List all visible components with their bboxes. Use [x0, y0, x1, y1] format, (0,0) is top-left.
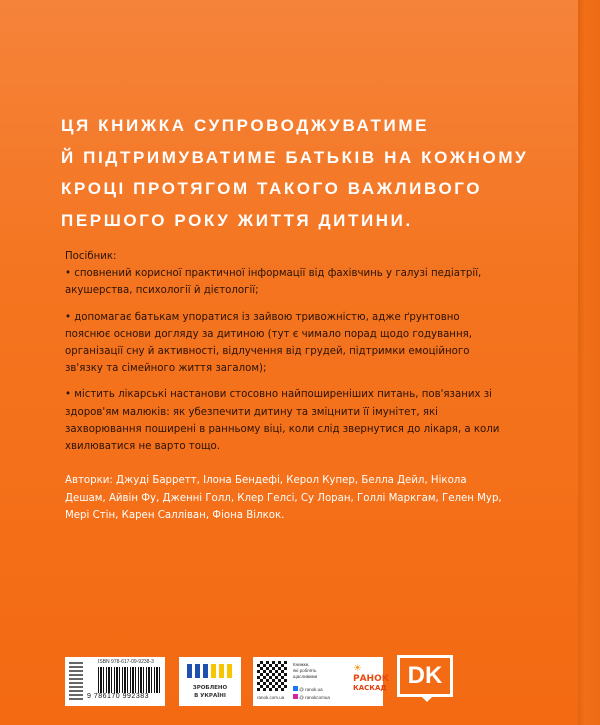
book-spine: [578, 0, 600, 725]
headline-line: КРОЦІ ПРОТЯГОМ ТАКОГО ВАЖЛИВОГО: [61, 179, 483, 198]
dk-logo: DK: [397, 655, 453, 697]
barcode-number: 9 786170 992383: [87, 693, 149, 700]
ranok-logo-text: РАНОК: [353, 674, 390, 684]
slogan: які роблять: [293, 668, 317, 673]
barcode-label: [65, 657, 165, 706]
description: [65, 248, 505, 464]
facebook-text: @ ranok.ua: [299, 687, 323, 692]
instagram-handle: [293, 694, 330, 700]
instagram-text: @ ranokcomua: [299, 695, 330, 700]
made-in-text: ЗРОБЛЕНО: [192, 685, 228, 691]
bullet: • сповнений корисної практичної інформації від фахівчинь у галузі педіатрії, акушерства, психології й дієтології;: [65, 268, 482, 297]
bullet: • допомагає батькам упоратися із зайвою тривожністю, адже ґрунтовно пояснює основи догляду за дитиною (тут є чимало порад щодо годування, організації сну й активності, відлучення від грудей, підтримки емоційного зв'язку та сімейного життя загалом);: [65, 311, 472, 375]
headline-line: Й ПІДТРИМУВАТИМЕ БАТЬКІВ НА КОЖНОМУ: [61, 147, 529, 167]
authors: Авторки: Джуді Барретт, Ілона Бендефі, Керол Купер, Белла Дейл, Нікола Дешам, Айвін Фу, Дженні Голл, Клер Гелсі, Су Лоран, Голлі Маркгам, Гелен Мур, Мері Стін, Карен Салліван, Фіона Вілкок.: [65, 475, 502, 521]
intro: Посібник:: [65, 251, 117, 262]
made-in-ukraine-label: [179, 657, 241, 706]
facebook-handle: [293, 686, 323, 692]
instagram-icon: [293, 694, 298, 699]
flag-stripes-icon: [187, 664, 232, 678]
headline-line: ПЕРШОГО РОКУ ЖИТТЯ ДИТИНИ.: [61, 210, 413, 230]
site: ranok.com.ua: [257, 695, 285, 700]
ranok-logo: ☀ РАНОК КАСКАД: [353, 663, 390, 692]
isbn: ISBN 978-617-09-9238-3: [98, 659, 154, 665]
slogan: щасливими: [293, 674, 318, 679]
headline: [61, 110, 528, 236]
bullet: • містить лікарські настанови стосовно найпоширеніших питань, пов'язаних зі здоров'ям малюків: як убезпечити дитину та зміцнити її імунітет, які захворювання поширені в ранньому віці, коли слід звернутися до лікаря, а коли хвилюватися не варто тощо.: [65, 389, 500, 453]
barcode-bars: [98, 667, 160, 693]
publisher-label: [253, 657, 390, 706]
side-barcode: [69, 662, 83, 702]
headline-line: ЦЯ КНИЖКА СУПРОВОДЖУВАТИМЕ: [61, 116, 430, 135]
made-in-text: В УКРАЇНІ: [194, 693, 226, 699]
kaskad-logo-text: КАСКАД: [353, 684, 387, 692]
facebook-icon: [293, 686, 298, 691]
slogan: Книжки,: [293, 662, 310, 667]
qr-code-icon: [257, 661, 287, 691]
